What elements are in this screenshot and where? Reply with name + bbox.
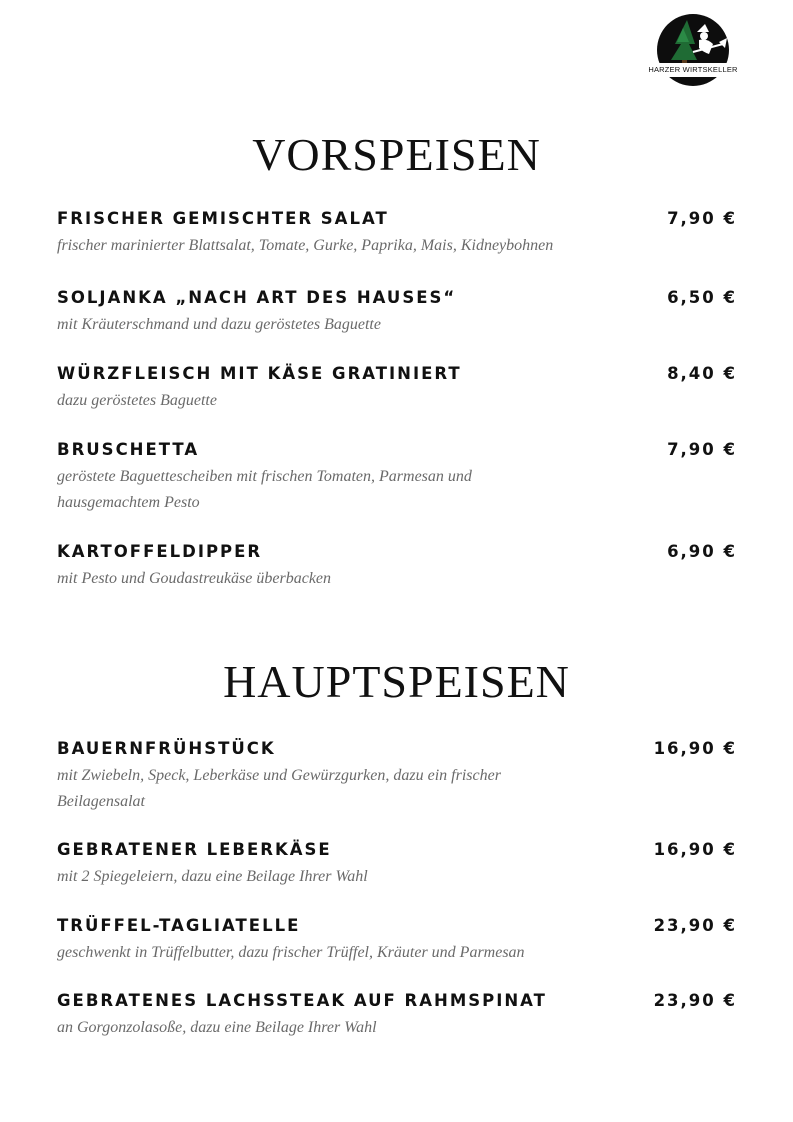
item-description: geröstete Baguettescheiben mit frischen Tomaten, Parmesan und hausgemachtem Pesto xyxy=(57,468,472,511)
item-description: mit 2 Spiegeleiern, dazu eine Beilage Ihrer Wahl xyxy=(57,868,368,885)
menu-item xyxy=(57,440,737,516)
item-price: 16,90 € xyxy=(653,840,737,859)
item-description: mit Pesto und Goudastreukäse überbacken xyxy=(57,570,332,587)
restaurant-logo xyxy=(647,14,739,94)
item-name: GEBRATENES LACHSSTEAK AUF RAHMSPINAT xyxy=(57,991,547,1010)
menu-item xyxy=(57,991,737,1041)
menu-item xyxy=(57,916,737,966)
menu-item xyxy=(57,542,737,592)
item-name: GEBRATENER LEBERKÄSE xyxy=(57,840,332,859)
menu-item xyxy=(57,840,737,890)
section-title-vorspeisen: VORSPEISEN xyxy=(252,129,541,180)
item-description: an Gorgonzolasoße, dazu eine Beilage Ihrer Wahl xyxy=(57,1019,377,1036)
item-price: 23,90 € xyxy=(653,991,737,1010)
item-price: 6,90 € xyxy=(667,542,737,561)
item-price: 7,90 € xyxy=(667,209,737,228)
logo-text: HARZER WIRTSKELLER xyxy=(648,65,738,74)
item-price: 23,90 € xyxy=(653,916,737,935)
item-name: FRISCHER GEMISCHTER SALAT xyxy=(57,209,389,228)
item-price: 7,90 € xyxy=(667,440,737,459)
item-description: dazu geröstetes Baguette xyxy=(57,392,217,409)
section-title-hauptspeisen: HAUPTSPEISEN xyxy=(223,656,570,707)
item-description: mit Kräuterschmand und dazu geröstetes Baguette xyxy=(57,316,381,333)
item-name: TRÜFFEL-TAGLIATELLE xyxy=(57,916,301,935)
item-price: 8,40 € xyxy=(667,364,737,383)
menu-item xyxy=(57,288,737,338)
item-price: 6,50 € xyxy=(667,288,737,307)
item-description: frischer marinierter Blattsalat, Tomate, Gurke, Paprika, Mais, Kidneybohnen xyxy=(57,237,554,254)
item-name: SOLJANKA „NACH ART DES HAUSES“ xyxy=(57,288,457,307)
item-description: mit Zwiebeln, Speck, Leberkäse und Gewürzgurken, dazu ein frischer Beilagensalat xyxy=(57,767,501,810)
item-price: 16,90 € xyxy=(653,739,737,758)
menu-item xyxy=(57,364,737,414)
menu-item xyxy=(57,209,737,259)
item-name: BAUERNFRÜHSTÜCK xyxy=(57,739,276,758)
item-name: WÜRZFLEISCH MIT KÄSE GRATINIERT xyxy=(57,364,462,383)
item-name: KARTOFFELDIPPER xyxy=(57,542,263,561)
item-name: BRUSCHETTA xyxy=(57,440,200,459)
item-description: geschwenkt in Trüffelbutter, dazu frischer Trüffel, Kräuter und Parmesan xyxy=(57,944,525,961)
menu-item xyxy=(57,739,737,815)
